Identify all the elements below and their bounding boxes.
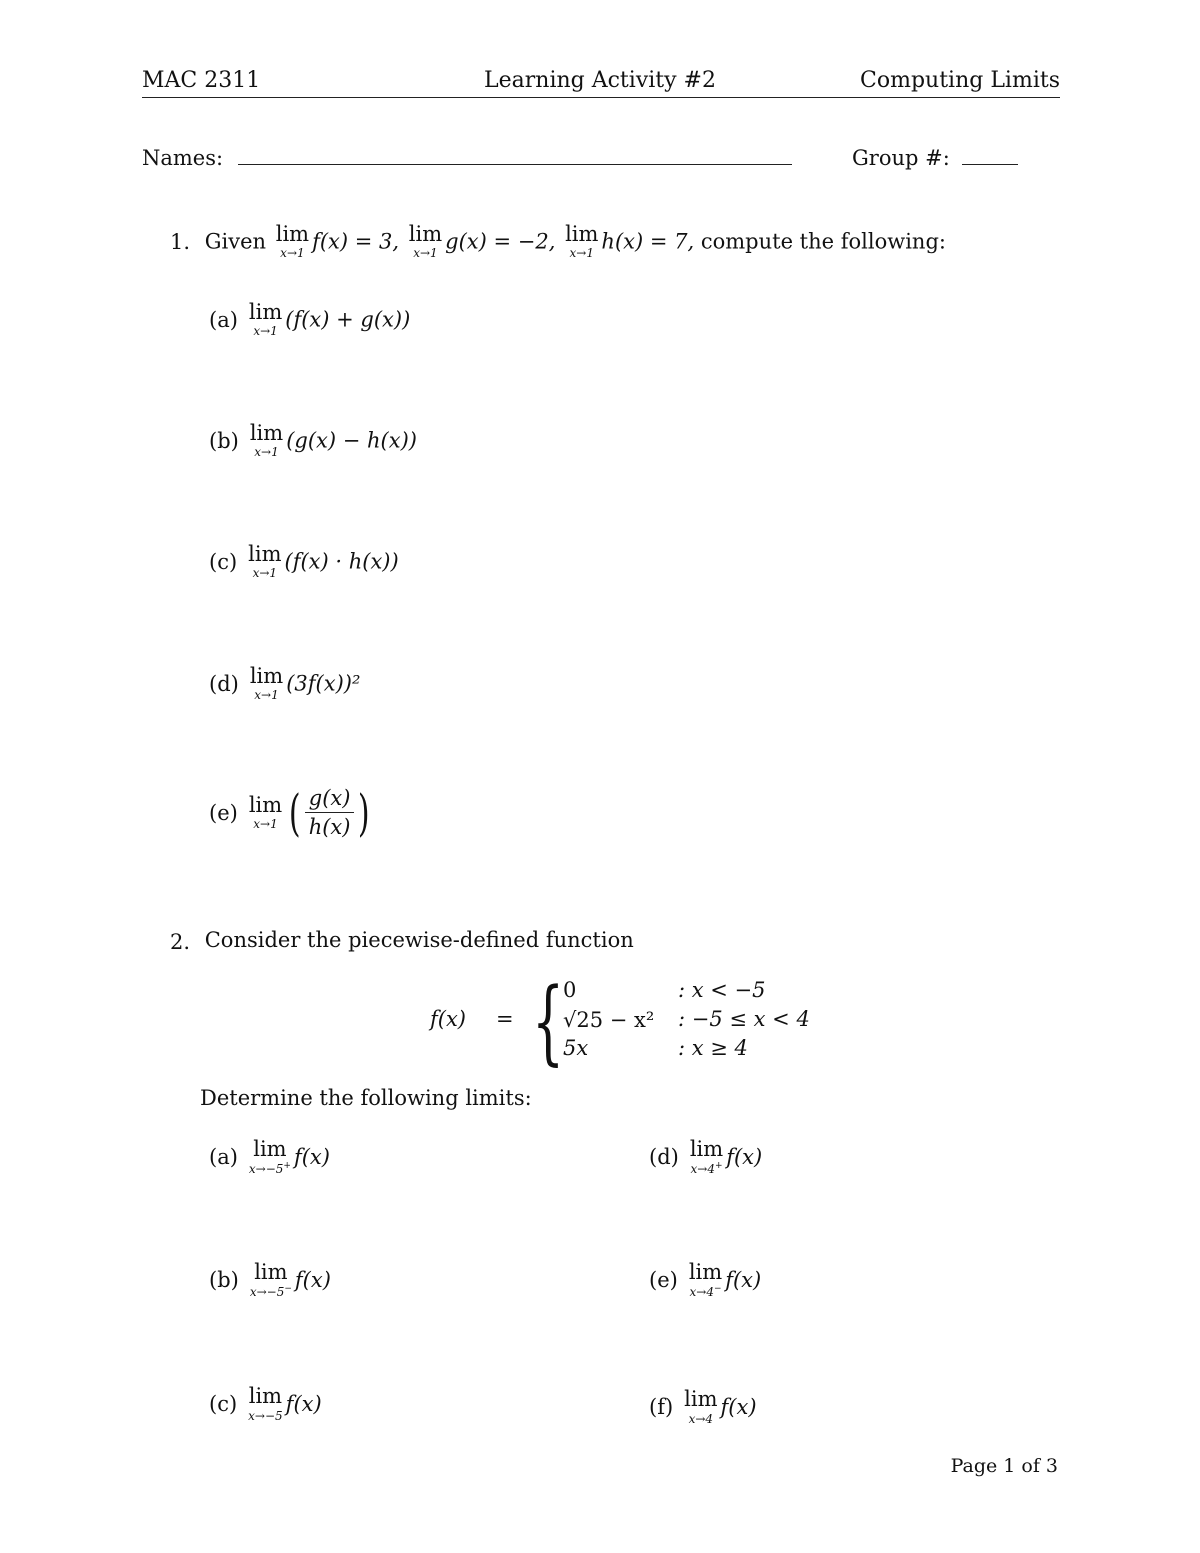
left-paren: ( [289, 783, 301, 842]
condition-g: g(x) = −2, [445, 229, 556, 254]
names-label: Names: [142, 146, 224, 170]
header-rule [142, 97, 1060, 98]
left-brace: { [532, 968, 565, 1075]
problem1-tail: compute the following: [700, 229, 946, 254]
problem1-number: 1. [170, 229, 191, 254]
limit-operator: lim x→1 [565, 222, 599, 260]
fraction: $\frac{g(x)}{h(x)}$ [305, 786, 355, 839]
group-blank[interactable] [962, 163, 1018, 165]
course-code: MAC 2311 [142, 68, 261, 93]
right-paren: ) [358, 783, 371, 842]
condition-f: f(x) = 3, [312, 229, 400, 254]
problem2-part-f: (f) lim x→4 f(x) [649, 1387, 757, 1426]
piecewise-equals: = [496, 1007, 514, 1031]
problem2-part-e: (e) lim x→4− f(x) [649, 1260, 762, 1299]
activity-title: Learning Activity #2 [484, 68, 716, 93]
problem1-given: Given [204, 229, 267, 254]
problem2-part-c: (c) lim x→−5 f(x) [209, 1384, 322, 1423]
piece-expr-1: 0 [563, 978, 577, 1002]
problem2-number: 2. [170, 929, 191, 954]
problem1-part-e: (e) lim x→1 ( $\frac{g(x)}{h(x)}$ ) [209, 783, 371, 842]
group-label: Group #: [852, 146, 950, 170]
names-blank[interactable] [238, 163, 792, 165]
problem1-part-b: (b) lim x→1 (g(x) − h(x)) [209, 421, 417, 459]
problem2-part-d: (d) lim x→4+ f(x) [649, 1137, 763, 1176]
piece-expr-3: 5x [563, 1036, 589, 1060]
problem1-intro [170, 224, 946, 259]
page-number: Page 1 of 3 [950, 1455, 1058, 1477]
piecewise-lhs: f(x) [430, 1007, 467, 1031]
problem2-part-b: (b) lim x→−5− f(x) [209, 1260, 331, 1299]
piece-expr-2: √25 − x² [563, 1008, 655, 1032]
problem1-part-d: (d) lim x→1 (3f(x))² [209, 664, 361, 702]
names-row [142, 146, 792, 170]
problem1-part-a: (a) lim x→1 (f(x) + g(x)) [209, 300, 411, 338]
problem2-part-a: (a) lim x→−5+ f(x) [209, 1137, 330, 1176]
determine-text: Determine the following limits: [200, 1086, 532, 1110]
condition-h: h(x) = 7, [601, 229, 695, 254]
limit-operator: lim x→1 [275, 222, 310, 260]
topic-title: Computing Limits [860, 68, 1060, 93]
group-row [852, 146, 1018, 170]
problem2-text: Consider the piecewise-defined function [204, 928, 634, 952]
piece-cond-2: : −5 ≤ x < 4 [678, 1007, 810, 1031]
piece-cond-3: : x ≥ 4 [678, 1036, 748, 1060]
problem2-intro [170, 928, 634, 954]
piece-cond-1: : x < −5 [678, 978, 766, 1002]
limit-operator: lim x→1 [408, 222, 443, 260]
problem1-part-c: (c) lim x→1 (f(x) · h(x)) [209, 542, 399, 580]
